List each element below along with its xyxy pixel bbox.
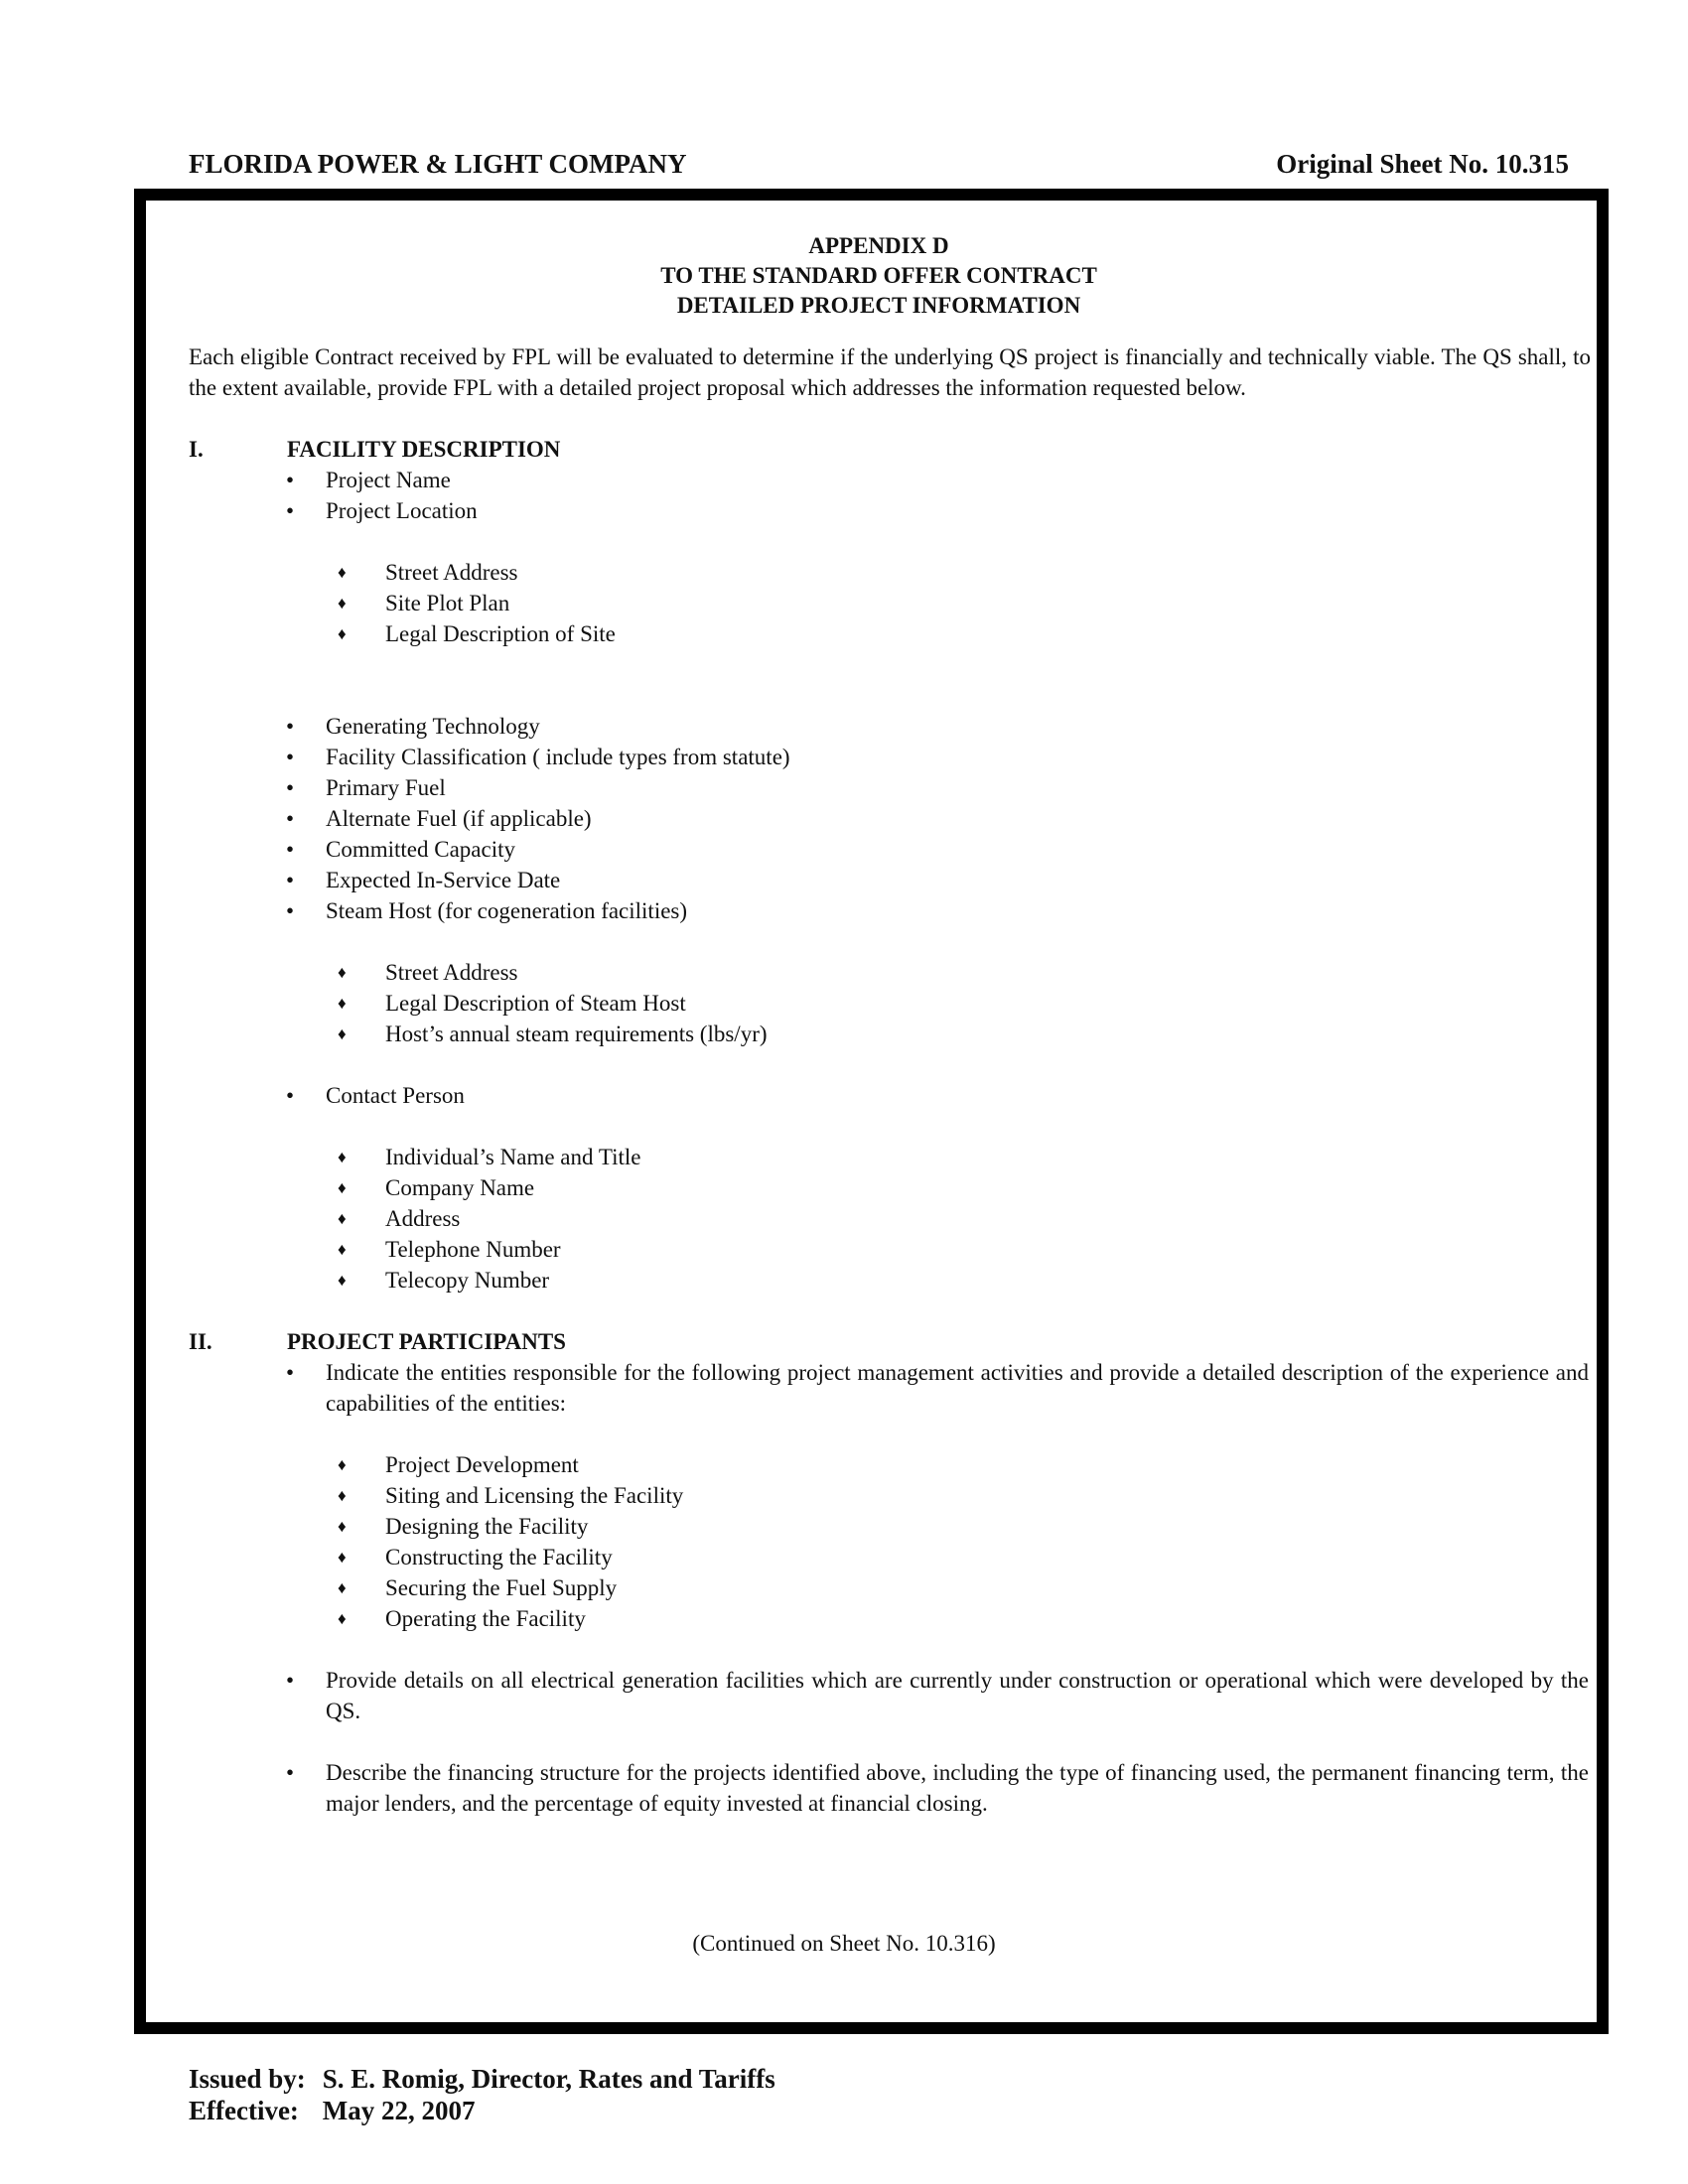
title-line-1: APPENDIX D [808,233,949,258]
list-item-text: Host’s annual steam requirements (lbs/yr) [385,1022,768,1046]
list-item [338,557,1589,588]
issued-label: Issued by: [189,2064,306,2094]
list-item [286,803,1589,834]
list-item [286,772,1589,803]
bullet-icon: • [286,1083,295,1108]
list-item [338,618,1589,649]
bullet-icon: • [286,714,295,739]
list-item [338,1265,1589,1296]
activities-sublist [338,1449,1589,1634]
section-heading: PROJECT PARTICIPANTS [287,1329,566,1354]
bullet-icon: • [286,868,295,892]
list-item-text: Telecopy Number [385,1268,550,1293]
effective-label: Effective: [189,2096,299,2125]
list-item [338,1142,1589,1172]
list-item-text: Generating Technology [326,714,540,739]
list-item-text: Expected In-Service Date [326,868,561,892]
bullet-icon: • [286,468,295,492]
diamond-bullet-icon: ♦ [338,1178,347,1197]
list-item [338,1234,1589,1265]
bullet-icon: • [286,898,295,923]
list-item-text: Company Name [385,1175,535,1200]
list-item-text: Designing the Facility [385,1514,589,1539]
list-item [286,465,1589,495]
diamond-bullet-icon: ♦ [338,994,347,1013]
list-item-text: Project Development [385,1452,579,1477]
list-item [286,711,1589,742]
diamond-bullet-icon: ♦ [338,1548,347,1567]
list-item [286,495,1589,526]
section-project-participants [189,1326,1589,1819]
diamond-bullet-icon: ♦ [338,1024,347,1043]
list-item-text: Street Address [385,960,518,985]
bullet-icon: • [286,1360,295,1385]
section-number: II. [189,1329,212,1354]
effective-value: May 22, 2007 [322,2096,476,2125]
list-item [338,1449,1589,1480]
list-item-text: Operating the Facility [385,1606,586,1631]
facility-list-b [286,711,1589,926]
list-item-text: Committed Capacity [326,837,515,862]
company-name: FLORIDA POWER & LIGHT COMPANY [189,149,687,179]
participants-list [286,1357,1589,1419]
diamond-bullet-icon: ♦ [338,1609,347,1628]
sheet-number: Original Sheet No. 10.315 [1276,149,1569,179]
bullet-icon: • [286,1668,295,1693]
list-item-text: Facility Classification ( include types from statute) [326,745,790,769]
diamond-bullet-icon: ♦ [338,1271,347,1290]
facility-list-a [286,465,1589,526]
section-heading: FACILITY DESCRIPTION [287,437,561,462]
list-item [338,1203,1589,1234]
list-item-text: Steam Host (for cogeneration facilities) [326,898,688,923]
list-item: • Provide details on all electrical generation facilities which are currently under construction or operational which were developed by the QS. [286,1665,1589,1726]
list-item-text: Street Address [385,560,518,585]
list-item [338,588,1589,618]
list-item-text: Primary Fuel [326,775,446,800]
location-sublist [338,557,1589,649]
list-item [338,988,1589,1019]
bullet-icon: • [286,775,295,800]
diamond-bullet-icon: ♦ [338,1240,347,1259]
list-item-text: Legal Description of Site [385,621,616,646]
list-item [286,834,1589,865]
bullet-icon: • [286,806,295,831]
list-item-text: Address [385,1206,461,1231]
document-title [169,231,1589,321]
list-item: • Indicate the entities responsible for the following project management activities and provide a detailed description of the experience and capabilities of the entities: [286,1357,1589,1419]
document-body [189,231,1589,1819]
list-item [338,1172,1589,1203]
bullet-icon: • [286,745,295,769]
list-item-text: Alternate Fuel (if applicable) [326,806,592,831]
list-item [286,742,1589,772]
list-item [286,865,1589,895]
list-item [338,1572,1589,1603]
diamond-bullet-icon: ♦ [338,1578,347,1597]
continued-note: (Continued on Sheet No. 10.316) [692,1931,996,1956]
diamond-bullet-icon: ♦ [338,594,347,613]
diamond-bullet-icon: ♦ [338,563,347,582]
list-item-text: Telephone Number [385,1237,561,1262]
list-item-text: Securing the Fuel Supply [385,1575,618,1600]
list-item [338,1542,1589,1572]
list-item-text: Individual’s Name and Title [385,1145,641,1169]
list-item [338,1480,1589,1511]
title-line-2: TO THE STANDARD OFFER CONTRACT [660,263,1097,288]
participants-list-2 [286,1665,1589,1819]
section-facility-description [189,434,1589,1296]
diamond-bullet-icon: ♦ [338,963,347,982]
list-item-text: Site Plot Plan [385,591,510,615]
diamond-bullet-icon: ♦ [338,1517,347,1536]
diamond-bullet-icon: ♦ [338,1148,347,1166]
diamond-bullet-icon: ♦ [338,1209,347,1228]
issued-value: S. E. Romig, Director, Rates and Tariffs [322,2064,775,2094]
contact-sublist [338,1142,1589,1296]
list-item-text: Legal Description of Steam Host [385,991,686,1016]
bullet-icon: • [286,1760,295,1785]
list-item-text: Siting and Licensing the Facility [385,1483,684,1508]
list-item [338,1019,1589,1049]
bullet-icon: • [286,837,295,862]
section-number: I. [189,437,204,462]
steam-host-sublist [338,957,1589,1049]
diamond-bullet-icon: ♦ [338,1486,347,1505]
list-item: • Contact Person [286,1080,1589,1111]
list-item-text: Constructing the Facility [385,1545,613,1570]
list-item [286,895,1589,926]
title-line-3: DETAILED PROJECT INFORMATION [676,293,1081,318]
list-item [338,957,1589,988]
list-item-text: Project Name [326,468,451,492]
list-item [338,1511,1589,1542]
list-item [338,1603,1589,1634]
diamond-bullet-icon: ♦ [338,624,347,643]
list-item: • Describe the financing structure for the projects identified above, including the type of financing used, the permanent financing term, the major lenders, and the percentage of equity invested at financial closing. [286,1757,1589,1819]
intro-paragraph: Each eligible Contract received by FPL will be evaluated to determine if the underlying QS project is financially and technically viable. The QS shall, to the extent available, provide FPL with a detailed project proposal which addresses the information requested below. [189,344,1591,400]
list-item-text: Project Location [326,498,478,523]
footer [189,2063,775,2126]
bullet-icon: • [286,498,295,523]
diamond-bullet-icon: ♦ [338,1455,347,1474]
contact-list [286,1080,1589,1111]
